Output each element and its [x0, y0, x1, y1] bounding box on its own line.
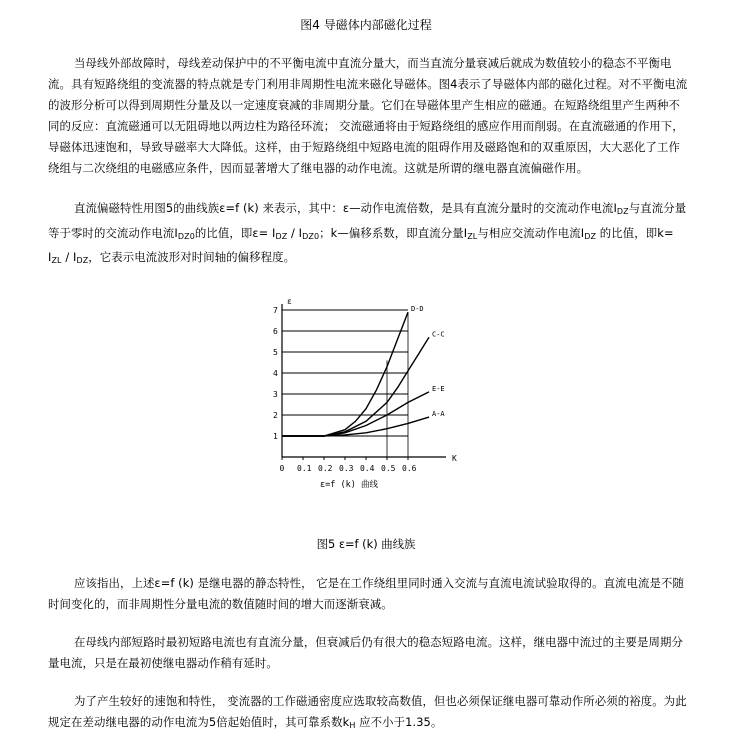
y-tick-label: 2	[273, 411, 278, 420]
x-tick-label: 0.1	[297, 464, 312, 473]
subscript: DZ	[584, 231, 597, 241]
figure-caption: 图5 ε=f (k) 曲线族	[316, 537, 416, 551]
paragraph-2-text: / I	[287, 225, 303, 240]
subscript: DZ	[275, 231, 288, 241]
paragraph-2-text: ，它表示电流波形对时间轴的偏移程度。	[88, 250, 296, 264]
paragraph-2-text: 直流偏磁特性用图5的曲线族ε=f (k) 来表示，其中：ε—动作电流倍数，是具有直流分量时的交流动作电流I	[74, 201, 617, 215]
paragraph-2-text: ；k—偏移系数，即直流分量I	[319, 225, 468, 240]
paragraph-3	[48, 573, 688, 615]
paragraph-4-text: 在母线内部短路时最初短路电流也有直流分量，但衰减后仍有很大的稳态短路电流。这样，继电器中流过的主要是周期分量电流，只是在最初使继电器动作稍有延时。	[48, 635, 684, 670]
y-tick-label: 3	[273, 390, 278, 399]
series-label: E-E	[432, 384, 445, 393]
y-tick-label: 6	[273, 327, 278, 336]
subscript: DZ	[76, 256, 89, 265]
x-tick-label: 0.3	[339, 464, 354, 473]
paragraph-5	[48, 691, 688, 736]
y-tick-label: 1	[273, 432, 278, 441]
figure-title: 图4 导磁体内部磁化过程	[300, 18, 432, 32]
paragraph-5-text: 应不小于1.35。	[355, 715, 443, 729]
paragraph-3-text: 应该指出，上述ε=f (k) 是继电器的静态特性， 它是在工作绕组里同时通入交流与直流电流试验取得的。直流电流是不随时间变化的，而非周期性分量电流的数值随时间的增大而逐渐衰减。	[48, 576, 685, 611]
epsilon-k-chart	[262, 290, 462, 495]
series-label: D-D	[411, 305, 424, 314]
subscript: DZ0	[177, 231, 195, 241]
x-tick-label: 0.2	[318, 464, 333, 473]
subscript: ZL	[51, 256, 62, 265]
series-labels-layer	[411, 305, 445, 418]
x-tick-label: 0	[279, 464, 285, 473]
series-label: A-A	[432, 410, 445, 419]
paragraph-2-text: 的比值，即k= I	[48, 225, 674, 264]
paragraph-2-text: 与直流分量等于零时的交流动作电流I	[48, 201, 687, 240]
paragraph-2-text: / I	[61, 250, 77, 264]
paragraph-2-text: 的比值，即ε= I	[194, 225, 276, 240]
series-label: C-C	[432, 330, 445, 339]
paragraph-2	[48, 198, 688, 272]
subscript: DZ	[616, 207, 629, 216]
subscript: DZ0	[302, 231, 320, 241]
x-tick-label: 0.5	[381, 464, 396, 473]
y-tick-label: 7	[273, 306, 278, 315]
subscript: H	[349, 721, 356, 730]
paragraph-2-text: 与相应交流动作电流I	[477, 225, 585, 240]
chart-subtitle: ε=f (k) 曲线	[320, 480, 378, 490]
curve-e-e	[282, 392, 429, 436]
x-tick-label: 0.4	[360, 464, 375, 473]
paragraph-1	[48, 53, 688, 179]
subscript: ZL	[467, 231, 478, 241]
paragraph-4	[48, 632, 688, 674]
paragraph-5-text: 为了产生较好的速饱和特性， 变流器的工作磁通密度应选取较高数值，但也必须保证继电器可靠动作所必须的裕度。为此规定在差动继电器的动作电流为5倍起始值时，其可靠系数k	[48, 694, 687, 729]
paragraph-1-text: 当母线外部故障时，母线差动保护中的不平衡电流中直流分量大，而当直流分量衰减后就成为数值较小的稳态不平衡电流。具有短路绕组的变流器的特点就是专门利用非周期性电流来磁化导磁体。图4表示了导磁体内部的磁化过程。对不平衡电流的波形分析可以得到周期性分量及以一定速度衰减的非周期分量。它们在导磁体里产生相应的磁通。在短路绕组里产生两种不同的反应：直流磁通可以无阻碍地以两边柱为路径环流； 交流磁通将由于短路绕组的感应作用而削弱。在直流磁通的作用下，导磁体迅速饱和，导致导磁率大大降低。这样，由于短路绕组中短路电流的阻碍作用及磁路饱和的双重原因，大大恶化了工作绕组与二次绕组的电磁感应条件，因而显著增大了继电器的动作电流。这就是所谓的继电器直流偏磁作用。	[48, 56, 688, 175]
x-tick-label: 0.6	[402, 464, 417, 473]
y-tick-label: 4	[273, 369, 278, 378]
chart-svg	[262, 290, 462, 495]
x-axis-label: K	[452, 454, 457, 463]
y-axis-label: ε	[287, 297, 292, 306]
y-tick-label: 5	[273, 348, 278, 357]
